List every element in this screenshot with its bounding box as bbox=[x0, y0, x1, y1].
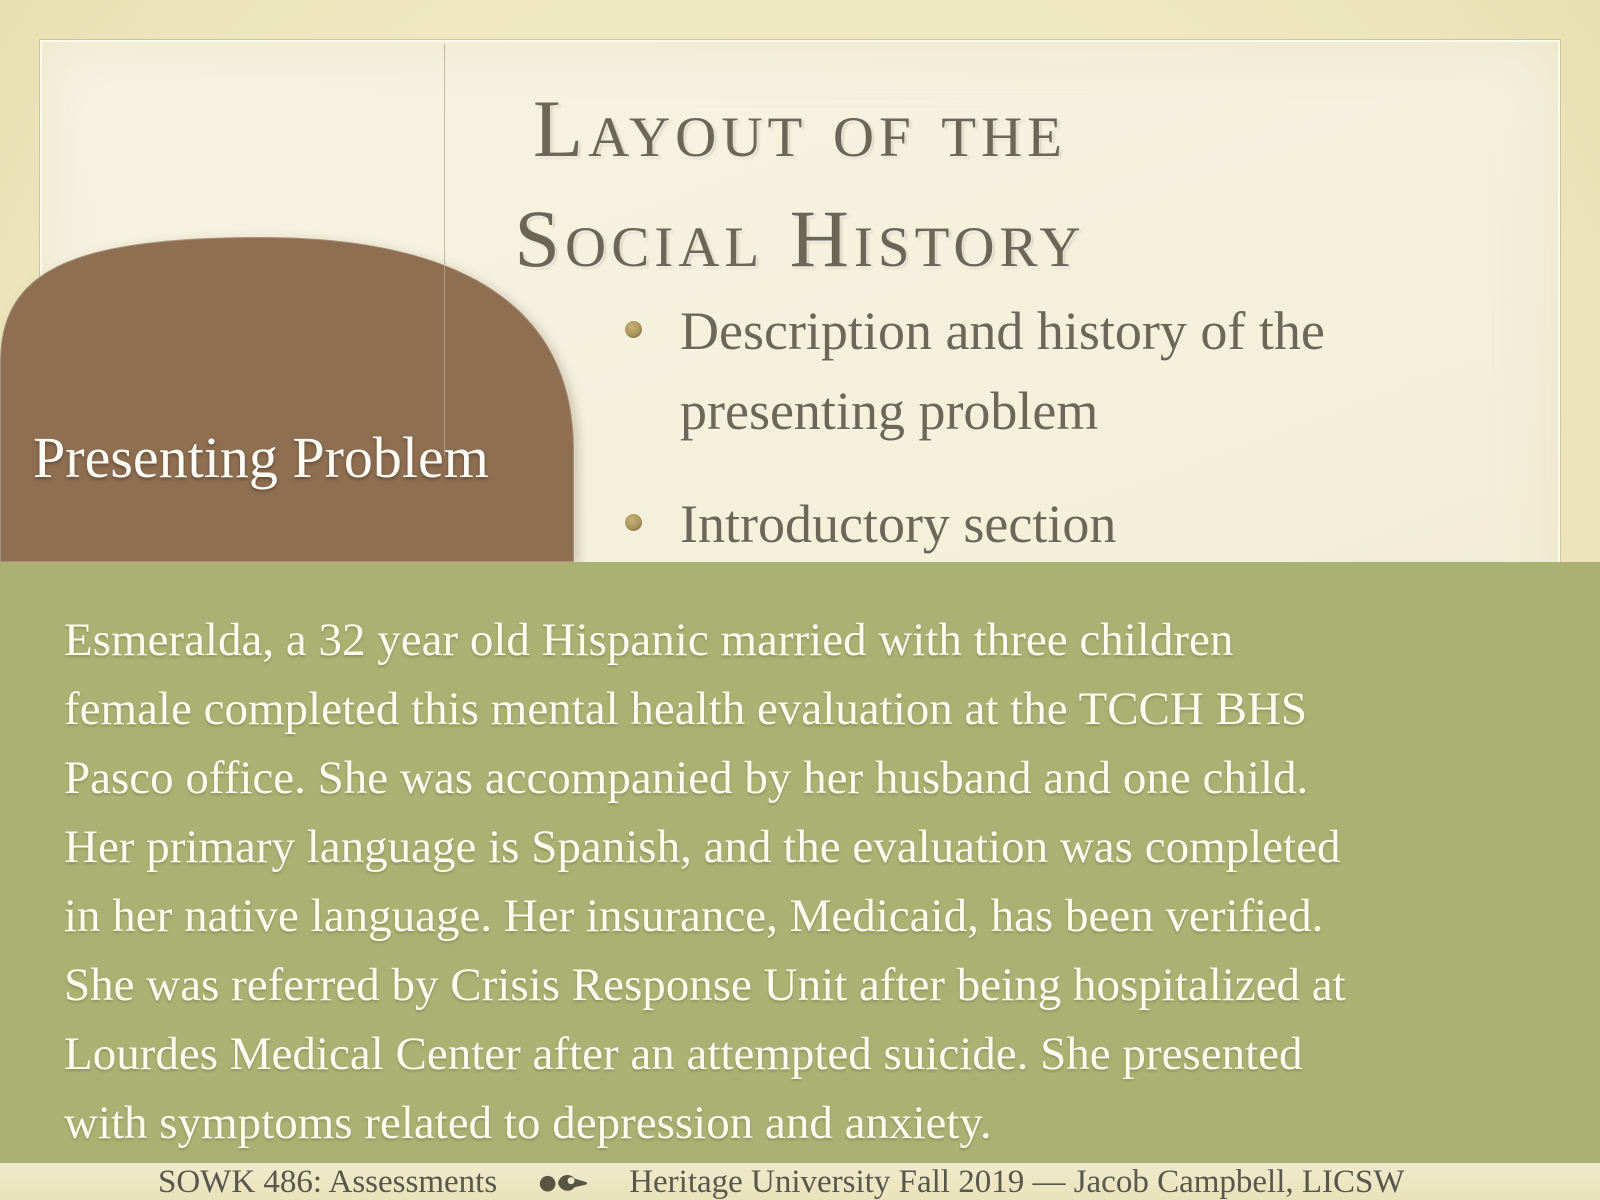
bullet-dot-icon bbox=[625, 321, 642, 338]
decorative-vertical-rule bbox=[444, 44, 445, 456]
bullet-text: presenting problem bbox=[680, 381, 1099, 441]
footer-attribution: Heritage University Fall 2019 — Jacob Campbell, LICSW bbox=[629, 1163, 1405, 1200]
pen-nib-ornament-icon bbox=[539, 1168, 591, 1196]
vignette-line: in her native language. Her insurance, Medicaid, has been verified. bbox=[64, 890, 1324, 942]
vignette-line: Lourdes Medical Center after an attempted suicide. She presented bbox=[64, 1028, 1303, 1080]
slide-title-line1: Layout of the bbox=[533, 83, 1067, 174]
vignette-line: with symptoms related to depression and anxiety. bbox=[64, 1097, 992, 1149]
bullet-text: Introductory section bbox=[680, 494, 1117, 554]
presenting-problem-arch-shape bbox=[0, 236, 575, 562]
vignette-line: Her primary language is Spanish, and the evaluation was completed bbox=[64, 821, 1341, 873]
vignette-line: Pasco office. She was accompanied by her husband and one child. bbox=[64, 752, 1309, 804]
bullet-dot-icon bbox=[625, 514, 642, 531]
footer-course-label: SOWK 486: Assessments bbox=[158, 1163, 498, 1200]
vignette-line: Esmeralda, a 32 year old Hispanic married with three children bbox=[64, 614, 1234, 666]
section-tab-label: Presenting Problem bbox=[33, 425, 489, 490]
slide-footer bbox=[0, 1161, 1600, 1200]
bullet-list bbox=[625, 291, 1525, 564]
bullet-item bbox=[625, 291, 1525, 451]
slide-title-line2: Social History bbox=[514, 193, 1086, 284]
bullet-item bbox=[625, 484, 1525, 564]
case-vignette-box bbox=[0, 562, 1600, 1161]
vignette-line: female completed this mental health evaluation at the TCCH BHS bbox=[64, 683, 1308, 735]
vignette-line: She was referred by Crisis Response Unit after being hospitalized at bbox=[64, 959, 1346, 1011]
bullet-text: Description and history of the bbox=[680, 301, 1325, 361]
